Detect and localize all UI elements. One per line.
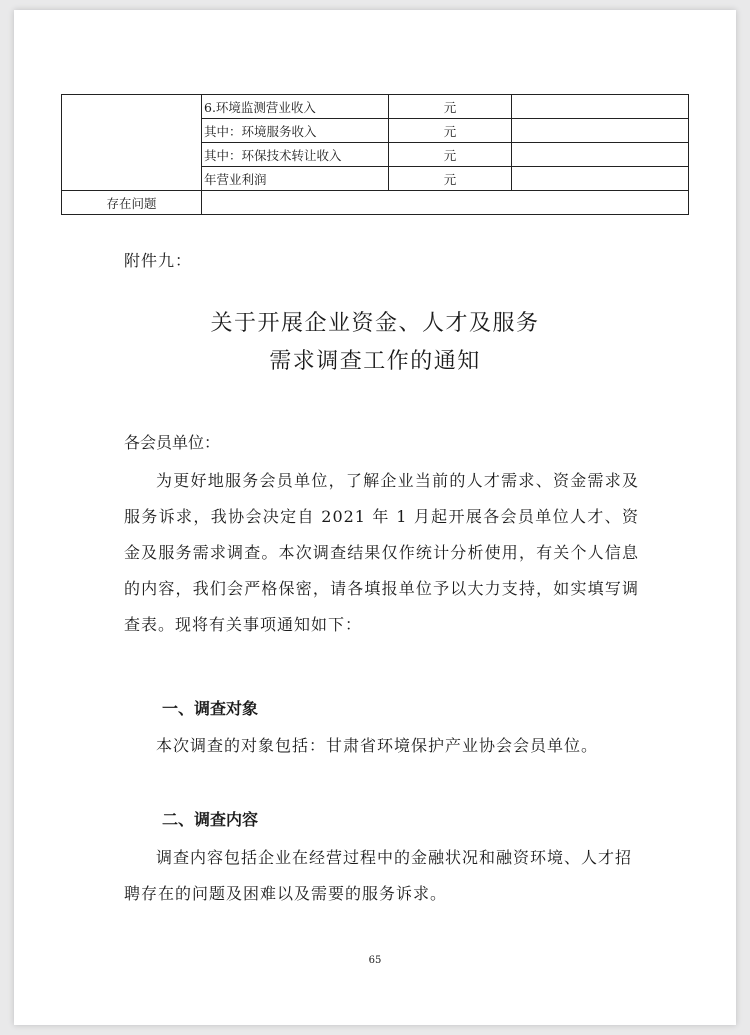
document-page bbox=[14, 10, 736, 1025]
table-cell-value bbox=[512, 119, 689, 143]
section-1-text: 本次调查的对象包括：甘肃省环境保护产业协会会员单位。 bbox=[156, 736, 599, 755]
issues-cell bbox=[202, 191, 689, 215]
attachment-label: 附件九： bbox=[124, 251, 193, 270]
greeting: 各会员单位： bbox=[124, 433, 221, 452]
table-cell-value bbox=[512, 167, 689, 191]
table-cell-value bbox=[512, 95, 689, 119]
table-cell-label: 其中：环保技术转让收入 bbox=[202, 143, 389, 167]
document-title bbox=[14, 305, 736, 381]
title-line-1: 关于开展企业资金、人才及服务 bbox=[210, 311, 540, 336]
table-row bbox=[62, 95, 689, 119]
table-cell-empty bbox=[62, 95, 202, 191]
table-cell-unit: 元 bbox=[389, 95, 512, 119]
table-cell-label: 其中：环境服务收入 bbox=[202, 119, 389, 143]
page-number: 65 bbox=[368, 955, 382, 966]
table-cell-unit: 元 bbox=[389, 119, 512, 143]
intro-paragraph: 为更好地服务会员单位，了解企业当前的人才需求、资金需求及服务诉求，我协会决定自 2021 年 1 月起开展各会员单位人才、资金及服务需求调查。本次调查结果仅作统计分析使用，有关个人信息的内容，我们会严格保密，请各填报单位予以大力支持，如实填写调查表。现将有关事项通知如下： bbox=[124, 471, 639, 634]
issues-label: 存在问题 bbox=[62, 191, 202, 215]
table-cell-value bbox=[512, 143, 689, 167]
table-cell-label: 6.环境监测营业收入 bbox=[202, 95, 389, 119]
section-2-text: 调查内容包括企业在经营过程中的金融状况和融资环境、人才招聘存在的问题及困难以及需要的服务诉求。 bbox=[124, 848, 633, 903]
table-cell-unit: 元 bbox=[389, 167, 512, 191]
table-cell-unit: 元 bbox=[389, 143, 512, 167]
section-2-heading: 二、调查内容 bbox=[162, 810, 259, 829]
table-cell-label: 年营业利润 bbox=[202, 167, 389, 191]
survey-table bbox=[61, 94, 689, 215]
section-1-heading: 一、调查对象 bbox=[162, 699, 259, 718]
table-row-issues bbox=[62, 191, 689, 215]
title-line-2: 需求调查工作的通知 bbox=[269, 349, 481, 374]
